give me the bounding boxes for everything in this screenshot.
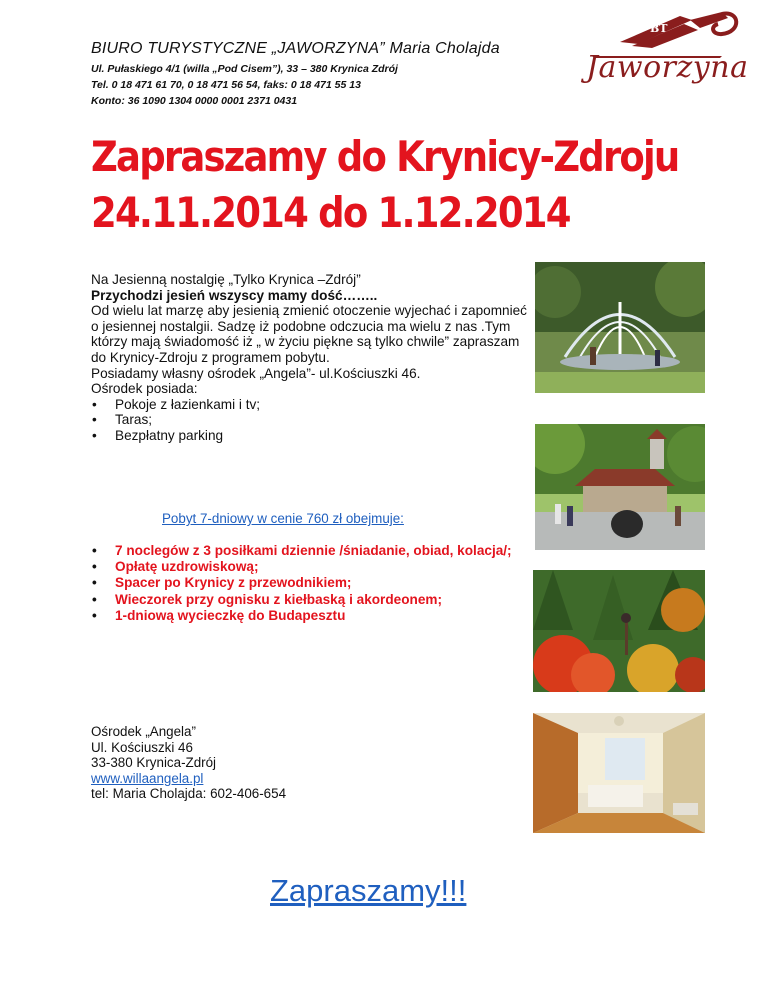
website-link[interactable]: www.willaangela.pl [91, 770, 204, 786]
contact-name: Ośrodek „Angela” [91, 724, 196, 739]
contact-city: 33-380 Krynica-Zdrój [91, 755, 217, 771]
headline-title: Zapraszamy do Krynicy-Zdroju [91, 133, 679, 182]
contact-street: Ul. Kościuszki 46 [91, 739, 193, 755]
fountain-photo [535, 262, 705, 393]
pavilion-photo [535, 424, 705, 550]
list-item: • Taras; [91, 412, 531, 428]
jaworzyna-logo [572, 8, 749, 86]
ownership-line: Posiadamy własny ośrodek „Angela”- ul.Kościuszki 46. [91, 365, 421, 381]
list-item: • 7 noclegów z 3 posiłkami dziennie /śniadanie, obiad, kolacja/; [91, 543, 521, 559]
offer-link[interactable]: Pobyt 7-dniowy w cenie 760 zł obejmuje: [162, 511, 404, 526]
headline-dates: 24.11.2014 do 1.12.2014 [91, 189, 570, 238]
agency-title: BIURO TURYSTYCZNE „JAWORZYNA” Maria Cholajda [91, 40, 500, 57]
autumn-forest-photo [533, 570, 705, 692]
list-item: • 1-dniową wycieczkę do Budapesztu [91, 608, 521, 624]
room-photo [533, 713, 705, 833]
logo-monogram: BT [650, 22, 668, 35]
features-list [91, 397, 531, 444]
list-item: • Wieczorek przy ognisku z kiełbaską i akordeonem; [91, 592, 521, 608]
agency-phone: Tel. 0 18 471 61 70, 0 18 471 56 54, faks: 0 18 471 55 13 [91, 79, 361, 91]
agency-account: Konto: 36 1090 1304 0000 0001 2371 0431 [91, 95, 298, 107]
logo-wordmark: Jaworzyna [586, 50, 749, 85]
list-item: • Bezpłatny parking [91, 428, 531, 444]
list-item: • Spacer po Krynicy z przewodnikiem; [91, 575, 521, 591]
features-heading: Ośrodek posiada: [91, 381, 198, 397]
intro-bold-line: Przychodzi jesień wszyscy mamy dość…….. [91, 287, 378, 303]
agency-address: Ul. Pułaskiego 4/1 (willa „Pod Cisem”), 33 – 380 Krynica Zdrój [91, 63, 398, 75]
intro-section [91, 272, 531, 444]
intro-line: Na Jesienną nostalgię „Tylko Krynica –Zdrój” [91, 272, 361, 287]
list-item: • Opłatę uzdrowiskową; [91, 559, 521, 575]
contact-block [91, 724, 286, 802]
list-item: • Pokoje z łazienkami i tv; [91, 397, 531, 413]
contact-phone: tel: Maria Cholajda: 602-406-654 [91, 786, 287, 802]
footer-cta-link[interactable]: Zapraszamy!!! [270, 873, 467, 908]
intro-paragraph: Od wielu lat marzę aby jesienią zmienić otoczenie wyjechać i zapomnieć o jesiennej nostalgii. Sadzę iż podobne odczucia ma wielu z nas .Tym którzy mają świadomość iż „ w życiu piękne są tylko chwile” zapraszam do Krynicy-Zdroju z programem pobytu. [91, 303, 527, 365]
offer-list [91, 543, 521, 624]
